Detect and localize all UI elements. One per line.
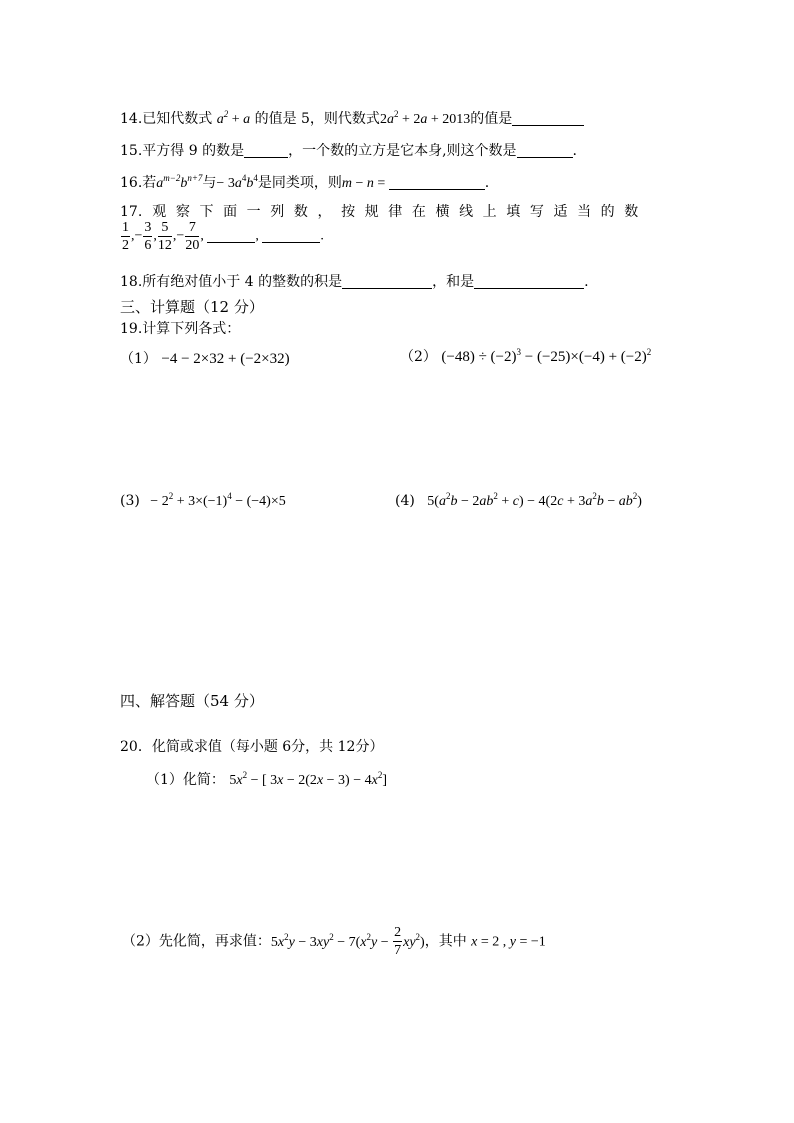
fraction: $\frac{5}{12}$: [157, 220, 172, 253]
question-14: [120, 108, 584, 128]
question-17-sequence: $\frac{1}{2}$ ,− $\frac{3}{6}$ , $\frac{5}{12}$ ,− $\frac{7}{20}$ , , .: [122, 220, 324, 253]
question-number: 18.: [120, 274, 143, 290]
question-number: 19.: [120, 321, 143, 337]
math-expression: x = 2 , y = −1: [471, 934, 546, 950]
question-20: [120, 736, 383, 756]
question-19-part-2: [400, 346, 651, 366]
question-text: 的值是 5，则代数式: [254, 111, 380, 127]
question-text: 与: [202, 175, 217, 191]
question-20-part-1: [146, 769, 387, 789]
math-expression: $2a^2 + 2a + 2013$: [379, 109, 471, 127]
question-text: 化简或求值（每小题 6分，共 12分）: [151, 739, 384, 755]
question-text: 所有绝对值小于 4 的整数的积是: [142, 274, 343, 290]
math-expression: − $3a^4b^4$: [216, 173, 258, 191]
question-19-part-3: [120, 493, 286, 510]
math-expression: $(-48) \div (-2)^3 - (-25)\times(-4) + (-2)^2$: [441, 347, 652, 365]
question-text: 观察下面一列数，按规律在横线上填写适当的数: [152, 204, 648, 220]
answer-blank[interactable]: [342, 274, 432, 289]
question-text: .: [572, 143, 577, 159]
question-17: [120, 201, 648, 221]
question-text: ，其中: [424, 933, 467, 950]
math-expression: −4 − 2×32 + (−2×32): [161, 351, 290, 367]
part-label: (4): [395, 493, 415, 509]
part-label: （2）先化简，再求值：: [122, 933, 271, 950]
question-text: ，和是: [432, 274, 475, 290]
math-expression: $a^2 + a$: [216, 109, 251, 127]
math-expression: $xy^2$): [403, 931, 425, 950]
question-20-part-2: [122, 924, 546, 959]
answer-blank[interactable]: [244, 143, 288, 158]
math-expression: $5(a^2b - 2ab^2 + c) - 4(2c + 3a^2b - ab^2)$: [427, 491, 642, 509]
fraction: $\frac{2}{7}$: [394, 925, 402, 958]
part-label: (3): [120, 493, 140, 509]
answer-blank[interactable]: [517, 143, 573, 158]
part-label: （2）: [400, 349, 437, 365]
question-text: 是同类项，则: [257, 175, 342, 191]
part-label: （1）: [120, 351, 157, 367]
section-4-title: 四、解答题（54 分）: [120, 692, 264, 710]
fraction: $\frac{1}{2}$: [122, 220, 129, 253]
math-expression: m − n =: [341, 176, 389, 191]
question-number: 16.: [120, 175, 143, 191]
part-label: （1）化简：: [146, 772, 225, 788]
math-expression: $5x^2y - 3xy^2 - 7(x^2y$ −: [270, 931, 393, 950]
question-number: 20．: [120, 739, 152, 755]
question-19-part-1: [120, 348, 290, 368]
answer-blank[interactable]: [474, 274, 584, 289]
section-3-title: 三、计算题（12 分）: [120, 298, 264, 316]
question-number: 17.: [120, 204, 143, 220]
answer-blank[interactable]: [389, 175, 485, 190]
math-expression: $a^{m-2}b^{n+7}$: [156, 173, 203, 191]
fraction: $\frac{7}{20}$: [185, 220, 200, 253]
question-text: .: [484, 175, 490, 191]
question-19-part-4: [395, 493, 642, 510]
question-number: 14.: [120, 111, 143, 127]
question-text: 已知代数式: [142, 111, 213, 127]
question-16: [120, 172, 489, 192]
question-text: 平方得 9 的数是: [142, 143, 245, 159]
answer-blank[interactable]: [262, 228, 320, 243]
question-text: 的值是: [470, 111, 513, 127]
question-text: 若: [142, 175, 157, 191]
question-15: [120, 140, 577, 160]
answer-blank[interactable]: [512, 111, 584, 126]
question-19: [120, 318, 240, 338]
question-number: 15.: [120, 143, 143, 159]
question-18: [120, 271, 589, 291]
math-expression: − $2^2 + 3\times(-1)^4 - (-4)\times 5$: [150, 491, 286, 509]
fraction: $\frac{3}{6}$: [144, 220, 152, 253]
answer-blank[interactable]: [207, 228, 255, 243]
question-text: .: [584, 274, 589, 290]
question-text: 计算下列各式：: [142, 321, 241, 337]
math-expression: $5x^2$ − [ $3x - 2(2x - 3) - 4x^2$]: [229, 770, 387, 788]
question-text: ，一个数的立方是它本身,则这个数是: [288, 143, 517, 159]
